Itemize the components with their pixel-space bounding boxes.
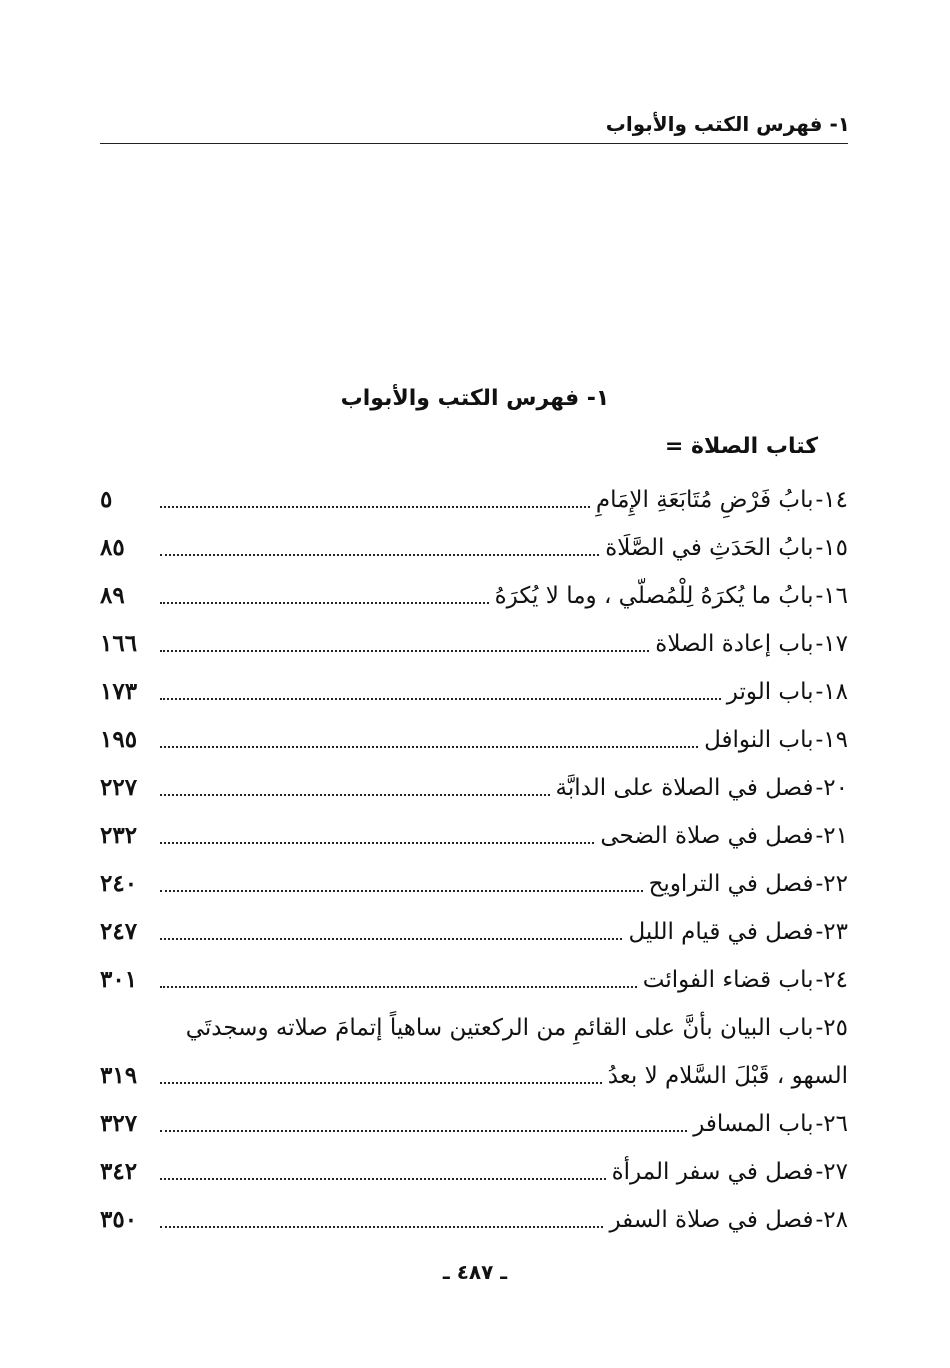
toc-entry-long-line1	[100, 1004, 848, 1052]
toc-entry-long-line2	[100, 1052, 848, 1100]
dot-leader	[160, 794, 550, 796]
entry-number: ٢٣-	[815, 919, 848, 945]
entry-number: ١٦-	[815, 583, 848, 609]
entry-page: ٣٢٧	[100, 1110, 138, 1137]
toc-entry	[100, 572, 848, 620]
entry-number: ٢٠-	[815, 775, 848, 801]
toc-entry	[100, 620, 848, 668]
entry-title: بابُ ما يُكرَهُ لِلْمُصلّي ، وما لا يُكرَهُ	[494, 583, 814, 609]
entry-title: باب الوتر	[726, 679, 814, 705]
dot-leader	[160, 506, 590, 508]
book-name: كتاب الصلاة	[691, 434, 818, 459]
book-marker: =	[664, 434, 684, 459]
entry-number: ١٩-	[815, 727, 848, 753]
dot-leader	[160, 1178, 606, 1180]
entry-number: ٢٥-	[815, 1015, 848, 1041]
dot-leader	[160, 698, 721, 700]
entry-number: ٢٨-	[815, 1207, 848, 1233]
table-of-contents	[100, 476, 848, 1244]
dot-leader	[160, 890, 643, 892]
toc-entry	[100, 860, 848, 908]
entry-page: ٥	[100, 486, 113, 513]
entry-page: ٢٢٧	[100, 774, 138, 801]
dot-leader	[160, 650, 649, 652]
toc-entry	[100, 812, 848, 860]
entry-title: باب النوافل	[704, 727, 814, 753]
page-title: ١- فهرس الكتب والأبواب	[340, 386, 610, 411]
entry-number: ٢٤-	[815, 967, 848, 993]
dot-leader	[160, 602, 489, 604]
dot-leader	[160, 1130, 687, 1132]
entry-title: فصل في صلاة الضحى	[600, 823, 814, 849]
entry-number: ٢٢-	[815, 871, 848, 897]
toc-entry	[100, 764, 848, 812]
entry-number: ١٧-	[815, 631, 848, 657]
entry-page: ٢٣٢	[100, 822, 138, 849]
entry-number: ٢١-	[815, 823, 848, 849]
entry-title: فصل في صلاة السفر	[609, 1207, 814, 1233]
dot-leader	[160, 746, 698, 748]
entry-title: بابُ الحَدَثِ في الصَّلَاة	[605, 535, 814, 561]
book-heading	[655, 432, 818, 462]
entry-page: ٣٥٠	[100, 1206, 138, 1233]
dot-leader	[160, 938, 622, 940]
entry-page: ٨٩	[100, 582, 125, 609]
entry-page: ٣١٩	[100, 1062, 138, 1089]
entry-title: باب قضاء الفوائت	[642, 967, 814, 993]
entry-page: ١٩٥	[100, 726, 138, 753]
entry-title: فصل في التراويح	[648, 871, 814, 897]
toc-entry	[100, 956, 848, 1004]
toc-entry	[100, 524, 848, 572]
toc-entry	[100, 716, 848, 764]
entry-title: باب إعادة الصلاة	[655, 631, 814, 657]
entry-page: ١٧٣	[100, 678, 138, 705]
entry-page: ١٦٦	[100, 630, 138, 657]
entry-title: باب المسافر	[693, 1111, 814, 1137]
entry-title: فصل في سفر المرأة	[611, 1159, 814, 1185]
entry-number: ١٤-	[815, 487, 848, 513]
entry-page: ٣٤٢	[100, 1158, 138, 1185]
page-number: ـ ٤٨٧ ـ	[442, 1260, 508, 1284]
entry-title: فصل في قيام الليل	[628, 919, 814, 945]
entry-number: ٢٧-	[815, 1159, 848, 1185]
running-header: ١- فهرس الكتب والأبواب	[605, 112, 850, 136]
dot-leader	[160, 986, 637, 988]
dot-leader	[160, 1226, 603, 1228]
header-rule	[100, 143, 848, 144]
toc-entry	[100, 668, 848, 716]
dot-leader	[160, 554, 599, 556]
toc-entry	[100, 1148, 848, 1196]
entry-page: ٢٤٧	[100, 918, 138, 945]
toc-entry	[100, 1100, 848, 1148]
entry-title-line2: السهو ، قَبْلَ السَّلام لا بعدُ	[607, 1063, 848, 1089]
entry-number: ١٨-	[815, 679, 848, 705]
entry-title-line1: باب البيان بأنَّ على القائمِ من الركعتين ساهياً إتمامَ صلاته وسجدتَي	[185, 1015, 814, 1041]
entry-page: ٢٤٠	[100, 870, 138, 897]
toc-entry	[100, 1196, 848, 1244]
entry-title: فصل في الصلاة على الدابَّة	[555, 775, 814, 801]
entry-title: بابُ فَرْضِ مُتَابَعَةِ الإِمَامِ	[595, 487, 814, 513]
entry-number: ١٥-	[815, 535, 848, 561]
dot-leader	[160, 842, 594, 844]
entry-page: ٣٠١	[100, 966, 138, 993]
toc-entry	[100, 908, 848, 956]
dot-leader	[160, 1082, 602, 1084]
toc-entry	[100, 476, 848, 524]
entry-number: ٢٦-	[815, 1111, 848, 1137]
entry-page: ٨٥	[100, 534, 125, 561]
